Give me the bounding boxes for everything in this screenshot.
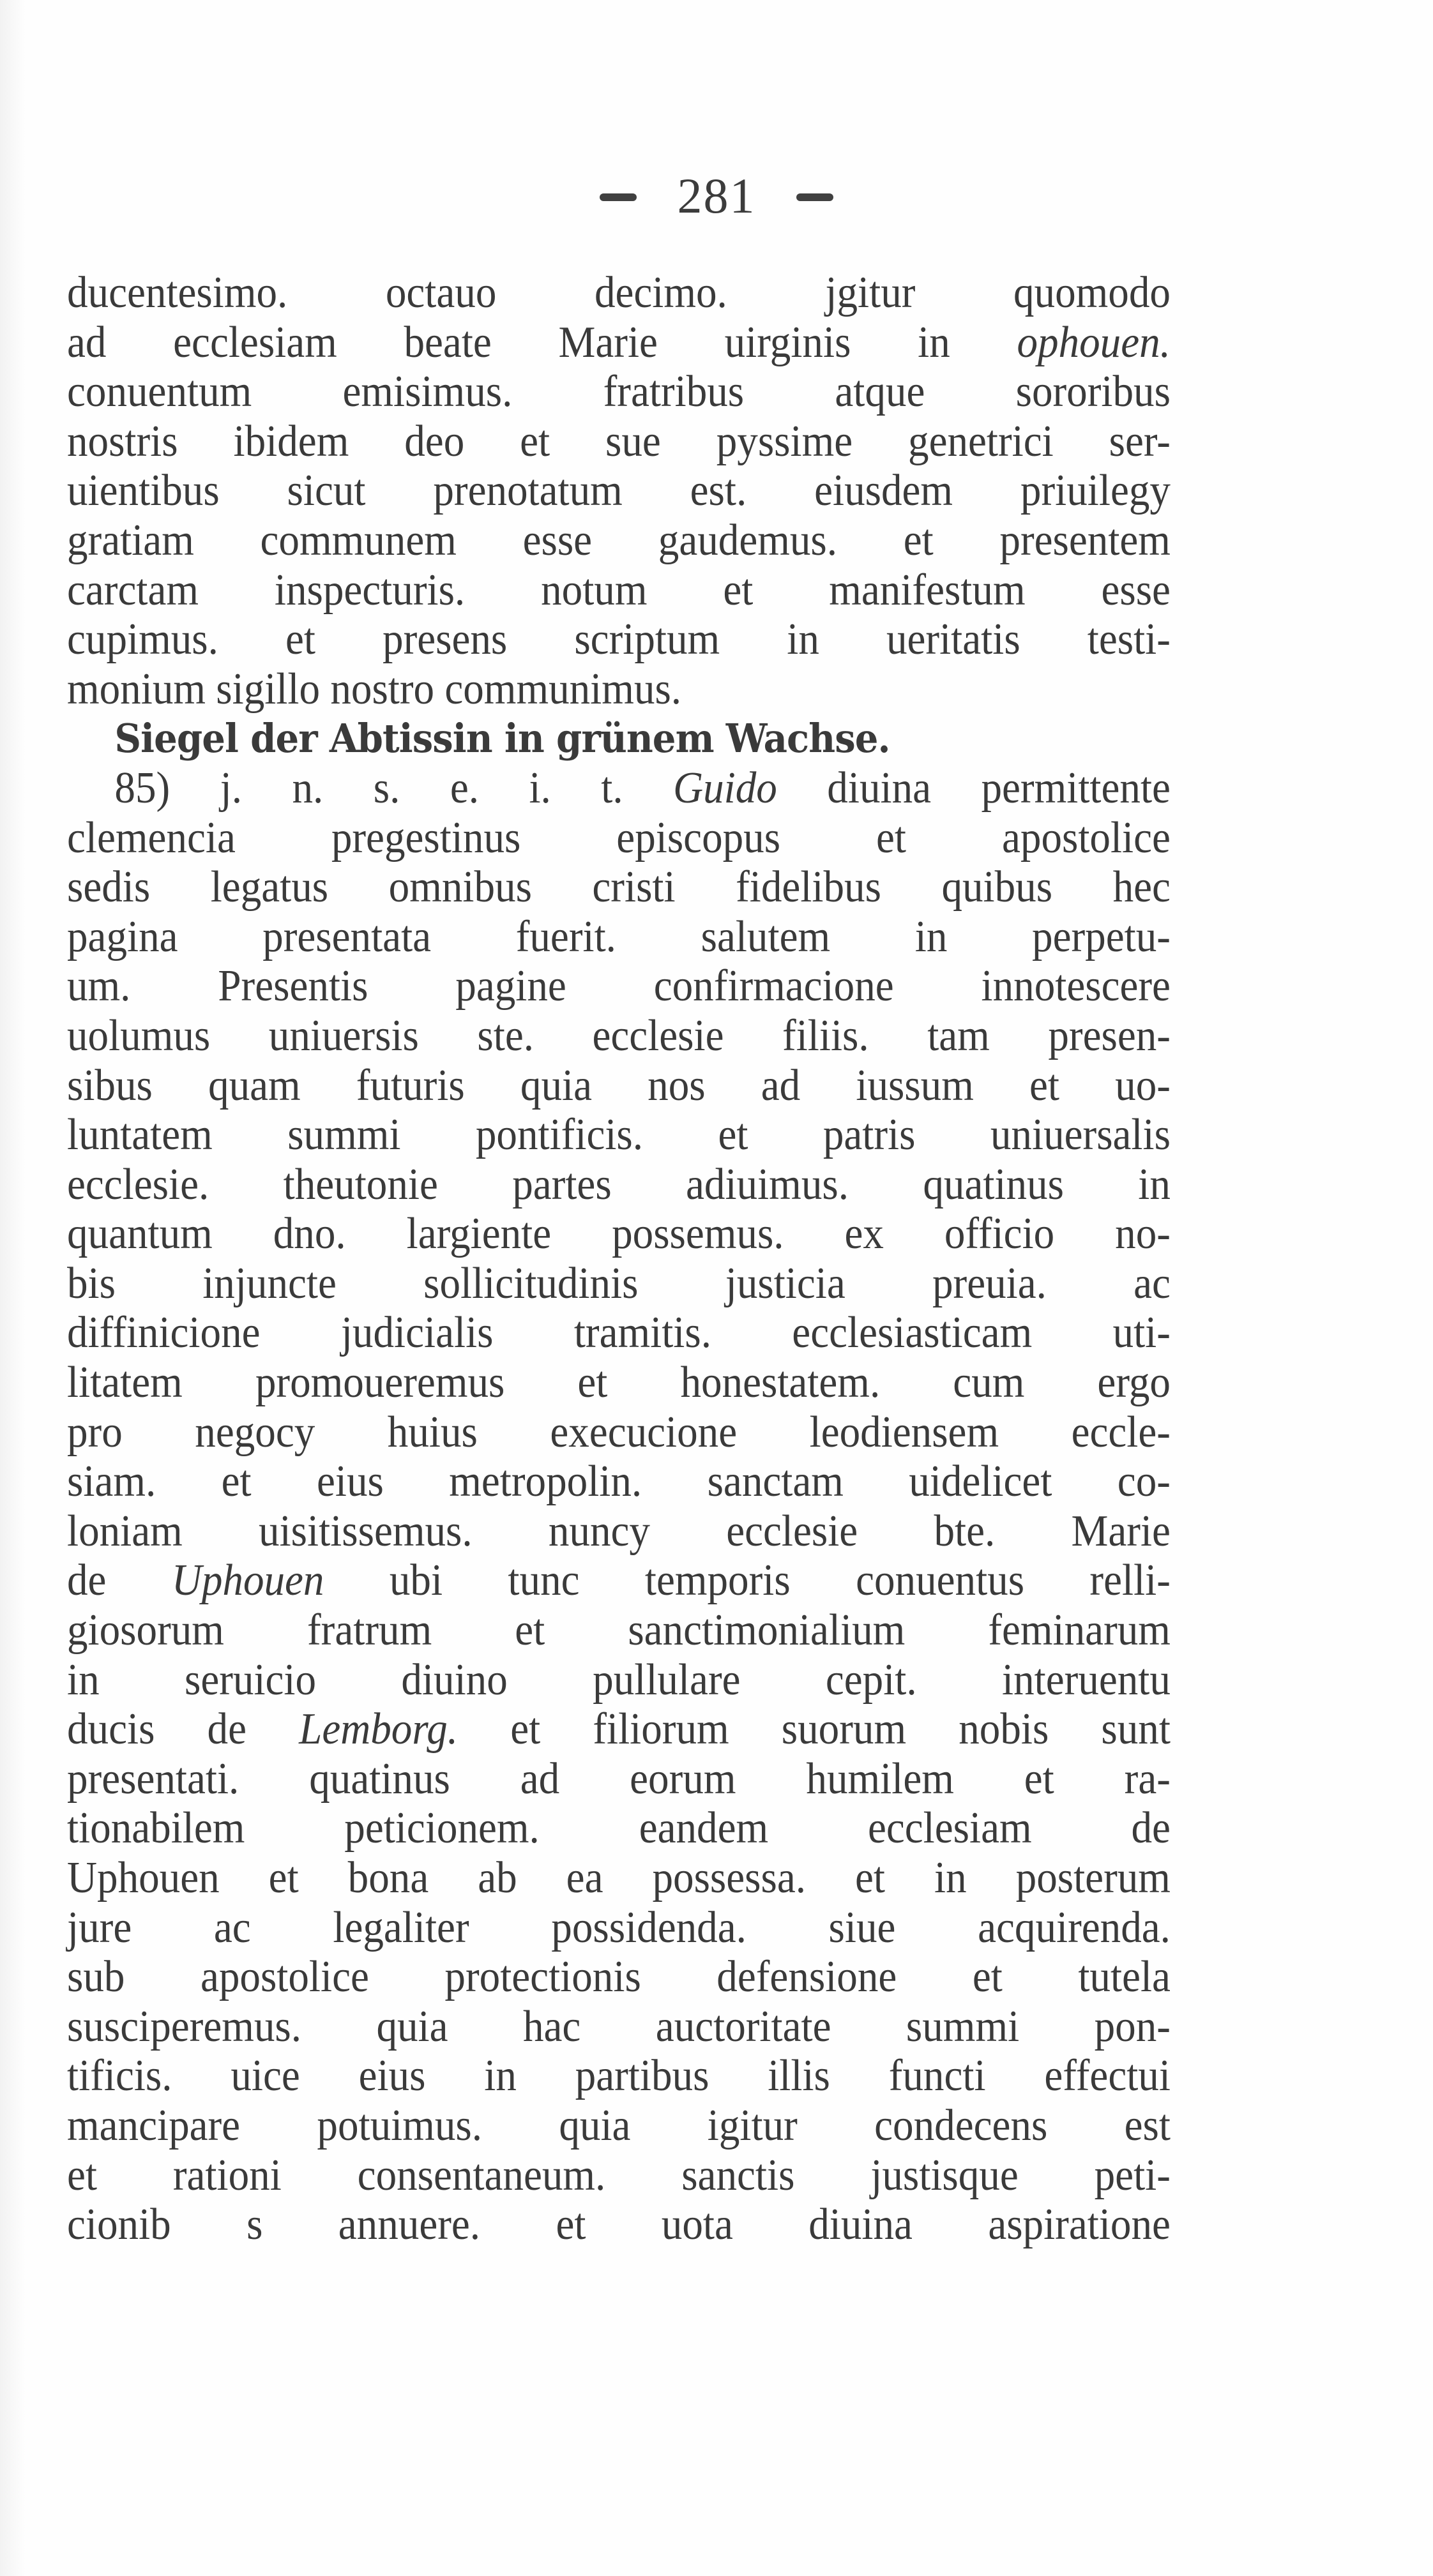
text-line: luntatem summi pontificis. et patris uniuersalis [67, 1110, 1171, 1160]
header-dash-right [796, 193, 833, 201]
italic-name: Uphouen [171, 1556, 324, 1606]
text-line: in seruicio diuino pullulare cepit. interuentu [67, 1655, 1171, 1705]
italic-name: Lemborg. [299, 1705, 459, 1754]
text-line: pro negocy huius execucione leodiensem eccle- [67, 1407, 1171, 1457]
text-line: siam. et eius metropolin. sanctam uidelicet co- [67, 1457, 1171, 1507]
italic-name: ophouen. [1017, 317, 1171, 367]
text-line: diffinicione judicialis tramitis. ecclesiasticam uti- [67, 1308, 1171, 1358]
page-number: 281 [677, 168, 756, 223]
text-line: uientibus sicut prenotatum est. eiusdem priuilegy [67, 466, 1171, 516]
text-line: litatem promoueremus et honestatem. cum ergo [67, 1358, 1171, 1408]
text-line: carctam inspecturis. notum et manifestum esse [67, 565, 1171, 615]
text-line: clemencia pregestinus episcopus et apostolice [67, 813, 1171, 862]
text-line: Uphouen et bona ab ea possessa. et in posterum [67, 1853, 1171, 1902]
text-line: sub apostolice protectionis defensione et tutela [67, 1952, 1171, 2002]
text-line: gratiam communem esse gaudemus. et presentem [67, 515, 1171, 565]
text-line: uolumus uniuersis ste. ecclesie filiis. tam presen- [67, 1011, 1171, 1060]
text-line: et rationi consentaneum. sanctis justisque peti- [67, 2150, 1171, 2200]
text-line: cupimus. et presens scriptum in ueritatis testi- [67, 615, 1171, 665]
text-line: quantum dno. largiente possemus. ex officio no- [67, 1209, 1171, 1259]
text-line: bis injuncte sollicitudinis justicia preuia. ac [67, 1258, 1171, 1308]
text-line: ecclesie. theutonie partes adiuimus. quatinus in [67, 1159, 1171, 1209]
text-line: giosorum fratrum et sanctimonialium feminarum [67, 1606, 1171, 1655]
text-line: ad ecclesiam beate Marie uirginis in ophouen. [67, 317, 1171, 367]
text-line: jure ac legaliter possidenda. siue acquirenda. [67, 1902, 1171, 1952]
text-line: ducentesimo. octauo decimo. jgitur quomodo [67, 268, 1171, 317]
text-line: de Uphouen ubi tunc temporis conuentus relli- [67, 1556, 1171, 1606]
text-line: susciperemus. quia hac auctoritate summi pon- [67, 2001, 1171, 2051]
text-line: ducis de Lemborg. et filiorum suorum nobis sunt [67, 1705, 1171, 1754]
page-header [0, 167, 1433, 225]
text-line: sibus quam futuris quia nos ad iussum et uo- [67, 1060, 1171, 1110]
text-line: tionabilem peticionem. eandem ecclesiam de [67, 1804, 1171, 1853]
text-line: conuentum emisimus. fratribus atque sororibus [67, 367, 1171, 417]
text-line: sedis legatus omnibus cristi fidelibus quibus hec [67, 862, 1171, 912]
header-dash-left [600, 193, 637, 201]
text-line: loniam uisitissemus. nuncy ecclesie bte. Marie [67, 1506, 1171, 1556]
text-line: presentati. quatinus ad eorum humilem et ra- [67, 1754, 1171, 1804]
page-gutter-shadow [0, 0, 26, 2576]
text-line: um. Presentis pagine confirmacione innotescere [67, 961, 1171, 1011]
seal-note-line: Siegel der Abtissin in grünem Wachse. [114, 715, 890, 762]
text-line: 85) j. n. s. e. i. t. Guido diuina permittente [114, 763, 1171, 813]
text-line: cionib s annuere. et uota diuina aspiratione [67, 2200, 1171, 2250]
text-line: nostris ibidem deo et sue pyssime genetrici ser- [67, 416, 1171, 466]
text-line: tificis. uice eius in partibus illis functi effectui [67, 2051, 1171, 2101]
body-text [67, 268, 1171, 2250]
text-line: monium sigillo nostro communimus. [67, 664, 682, 714]
italic-name: Guido [673, 763, 777, 813]
text-line: pagina presentata fuerit. salutem in perpetu- [67, 912, 1171, 961]
text-line: mancipare potuimus. quia igitur condecens est [67, 2100, 1171, 2150]
